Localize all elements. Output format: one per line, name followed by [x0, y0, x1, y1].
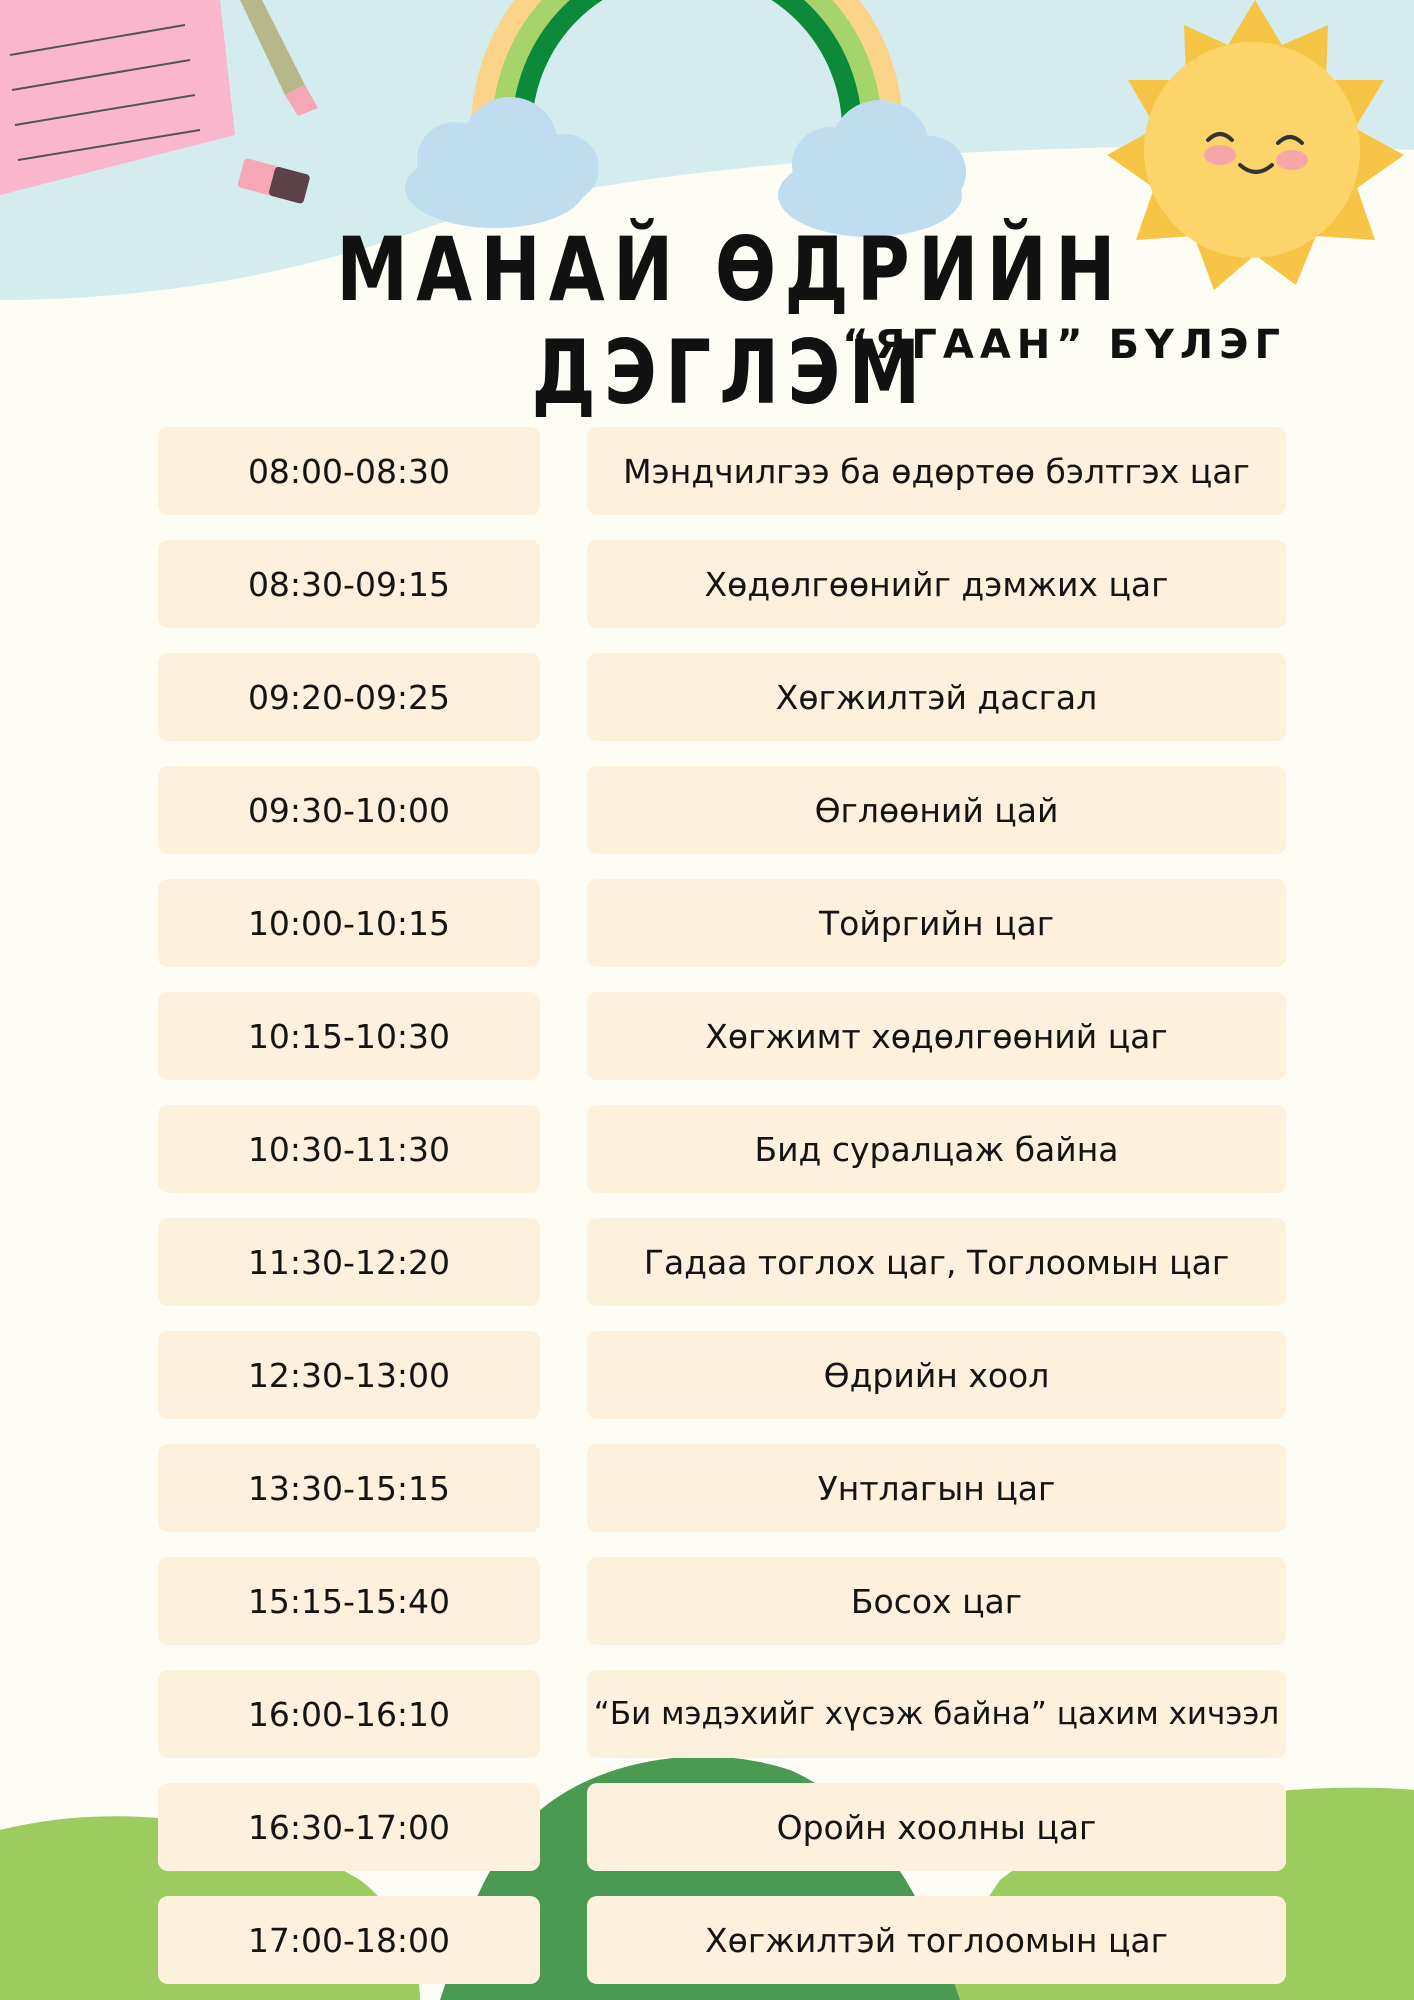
schedule-row	[0, 1331, 1414, 1419]
schedule-row	[0, 766, 1414, 854]
schedule-row	[0, 540, 1414, 628]
activity-cell: Хөгжилтэй тоглоомын цаг	[587, 1896, 1286, 1984]
time-cell: 13:30-15:15	[158, 1444, 540, 1532]
time-cell: 15:15-15:40	[158, 1557, 540, 1645]
time-cell: 08:30-09:15	[158, 540, 540, 628]
schedule-row	[0, 427, 1414, 515]
page-subtitle: “ЯГААН” БҮЛЭГ	[842, 322, 1286, 368]
time-cell: 17:00-18:00	[158, 1896, 540, 1984]
schedule-row	[0, 1896, 1414, 1984]
schedule-row	[0, 1105, 1414, 1193]
activity-cell: Бид суралцаж байна	[587, 1105, 1286, 1193]
time-cell: 11:30-12:20	[158, 1218, 540, 1306]
activity-cell: Босох цаг	[587, 1557, 1286, 1645]
activity-cell: Оройн хоолны цаг	[587, 1783, 1286, 1871]
activity-cell: Хөгжилтэй дасгал	[587, 653, 1286, 741]
schedule-row	[0, 1444, 1414, 1532]
activity-cell: “Би мэдэхийг хүсэж байна” цахим хичээл	[587, 1670, 1286, 1758]
activity-cell: Хөгжимт хөдөлгөөний цаг	[587, 992, 1286, 1080]
time-cell: 10:15-10:30	[158, 992, 540, 1080]
activity-cell: Гадаа тоглох цаг, Тоглоомын цаг	[587, 1218, 1286, 1306]
time-cell: 16:00-16:10	[158, 1670, 540, 1758]
time-cell: 16:30-17:00	[158, 1783, 540, 1871]
activity-cell: Унтлагын цаг	[587, 1444, 1286, 1532]
time-cell: 12:30-13:00	[158, 1331, 540, 1419]
time-cell: 09:30-10:00	[158, 766, 540, 854]
schedule-row	[0, 1670, 1414, 1758]
schedule-row	[0, 1218, 1414, 1306]
activity-cell: Тойргийн цаг	[587, 879, 1286, 967]
activity-cell: Өглөөний цай	[587, 766, 1286, 854]
time-cell: 10:00-10:15	[158, 879, 540, 967]
time-cell: 08:00-08:30	[158, 427, 540, 515]
schedule-row	[0, 1783, 1414, 1871]
page-title: МАНАЙ ӨДРИЙН ДЭГЛЭМ	[336, 218, 1124, 424]
activity-cell: Мэндчилгээ ба өдөртөө бэлтгэх цаг	[587, 427, 1286, 515]
schedule-row	[0, 879, 1414, 967]
activity-cell: Өдрийн хоол	[587, 1331, 1286, 1419]
schedule-row	[0, 653, 1414, 741]
schedule-row	[0, 992, 1414, 1080]
time-cell: 10:30-11:30	[158, 1105, 540, 1193]
activity-cell: Хөдөлгөөнийг дэмжих цаг	[587, 540, 1286, 628]
schedule-row	[0, 1557, 1414, 1645]
time-cell: 09:20-09:25	[158, 653, 540, 741]
